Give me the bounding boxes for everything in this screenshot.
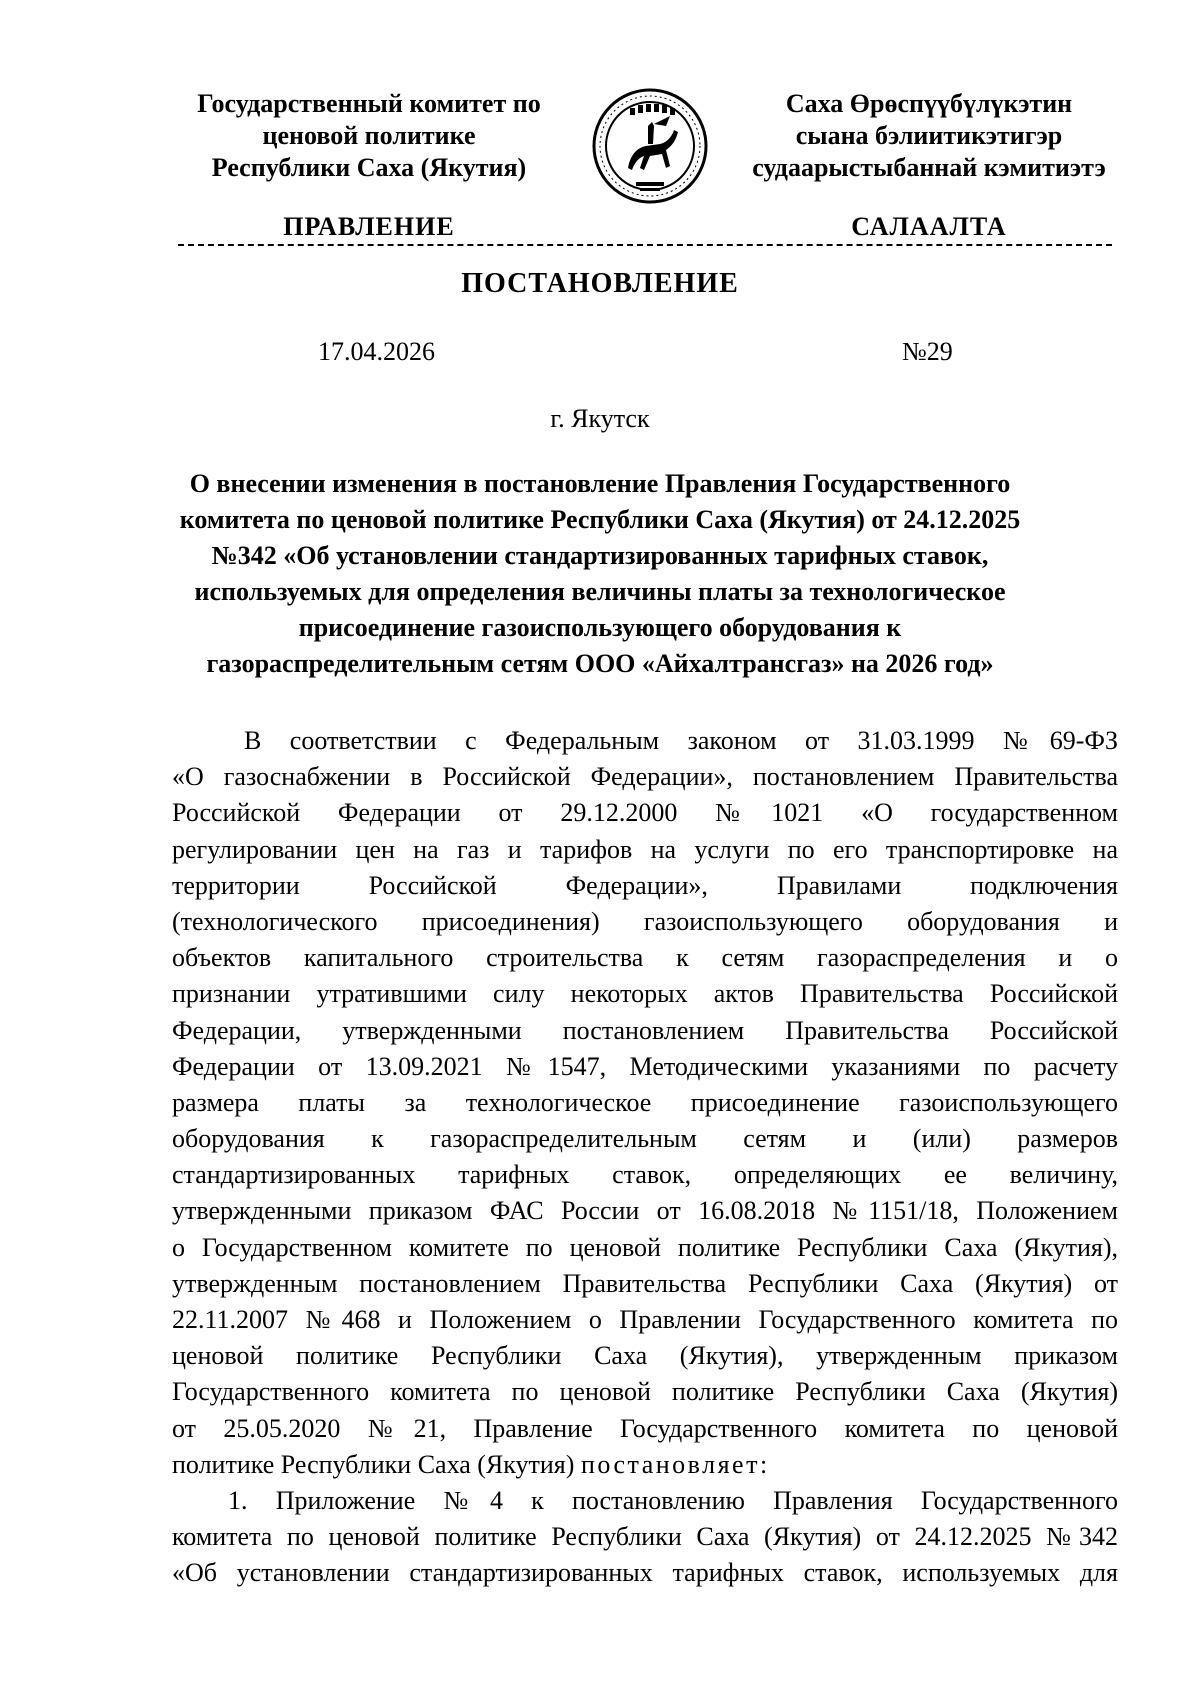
title-line: газораспределительным сетям ООО «Айхалтрансгаз» на 2026 год» <box>206 649 994 678</box>
document-type: ПОСТАНОВЛЕНИЕ <box>461 268 739 299</box>
body-line: В соответствии с Федеральным законом от 31.03.1999 №69-ФЗ <box>244 726 1118 755</box>
body-line: размера платы за технологическое присоединение газоиспользующего <box>172 1087 1118 1117</box>
body-line: оборудования к газораспределительным сетям и (или) размеров <box>172 1124 1118 1154</box>
board-label-russian: ПРАВЛЕНИЕ <box>283 212 455 241</box>
body-line-final <box>172 1447 1118 1483</box>
body-line: о Государственном комитете по ценовой политике Республики Саха (Якутия), <box>172 1232 1118 1262</box>
body-line: утвержденными приказом ФАС России от 16.08.2018 №1151/18, Положением <box>172 1196 1118 1226</box>
body-line: объектов капитального строительства к сетям газораспределения и о <box>172 943 1118 973</box>
body-line: стандартизированных тарифных ставок, определяющих ее величину, <box>172 1160 1118 1190</box>
title-line: №342 «Об установлении стандартизированных тарифных ставок, <box>211 541 989 570</box>
body-line: Российской Федерации от 29.12.2000 №1021 «О государственном <box>172 798 1118 828</box>
body-line: Федерации от 13.09.2021 №1547, Методическими указаниями по расчету <box>172 1051 1118 1081</box>
board-label-yakut: САЛААЛТА <box>851 212 1007 241</box>
body-line: Государственного комитета по ценовой политике Республики Саха (Якутия) <box>172 1377 1118 1407</box>
document-title <box>150 466 1050 682</box>
document-body <box>172 723 1118 1592</box>
clause-line: 1. Приложение №4 к постановлению Правления Государственного <box>228 1485 1118 1515</box>
body-line: признании утратившими силу некоторых актов Правительства Российской <box>172 979 1118 1009</box>
document-number: №29 <box>902 337 953 366</box>
body-line: утвержденным постановлением Правительства Республики Саха (Якутия) от <box>172 1268 1118 1298</box>
resolves-keyword: постановляет: <box>580 1449 770 1479</box>
dashed-divider <box>178 244 1112 246</box>
title-line: комитета по ценовой политике Республики Саха (Якутия) от 24.12.2025 <box>179 505 1021 534</box>
committee-name-russian <box>170 88 568 184</box>
clause-line: комитета по ценовой политике Республики Саха (Якутия) от 24.12.2025 №342 <box>172 1522 1118 1552</box>
committee-name-line: судаарыстыбаннай кэмитиэтэ <box>752 153 1106 182</box>
body-line: 22.11.2007 №468 и Положением о Правлении Государственного комитета по <box>172 1305 1118 1334</box>
clause-line: «Об установлении стандартизированных тарифных ставок, используемых для <box>172 1558 1118 1588</box>
title-line: О внесении изменения в постановление Правления Государственного <box>189 469 1011 498</box>
body-line: регулировании цен на газ и тарифов на услуги по его транспортировке на <box>172 834 1118 864</box>
committee-name-yakut <box>730 88 1128 184</box>
body-line: (технологического присоединения) газоиспользующего оборудования и <box>172 906 1118 936</box>
coat-of-arms-emblem <box>590 86 710 206</box>
body-line: территории Российской Федерации», Правилами подключения <box>172 870 1118 900</box>
body-line: политике Республики Саха (Якутия) <box>172 1449 575 1479</box>
committee-name-line: Саха Өрөспүүбүлүкэтин <box>785 89 1073 118</box>
document-city: г. Якутск <box>550 404 650 433</box>
document-date: 17.04.2026 <box>318 337 435 366</box>
committee-name-line: Государственный комитет по <box>197 89 541 118</box>
committee-name-line: Республики Саха (Якутия) <box>211 153 527 182</box>
body-line: «О газоснабжении в Российской Федерации», постановлением Правительства <box>172 762 1118 792</box>
title-line: присоединение газоиспользующего оборудования к <box>298 613 902 642</box>
committee-name-line: сыана бэлиитикэтигэр <box>795 121 1063 150</box>
title-line: используемых для определения величины платы за технологическое <box>194 577 1006 606</box>
body-line: Федерации, утвержденными постановлением Правительства Российской <box>172 1015 1118 1045</box>
body-line: ценовой политике Республики Саха (Якутия), утвержденным приказом <box>172 1341 1118 1371</box>
body-line: от 25.05.2020 №21, Правление Государственного комитета по ценовой <box>172 1413 1118 1443</box>
committee-name-line: ценовой политике <box>262 121 476 150</box>
